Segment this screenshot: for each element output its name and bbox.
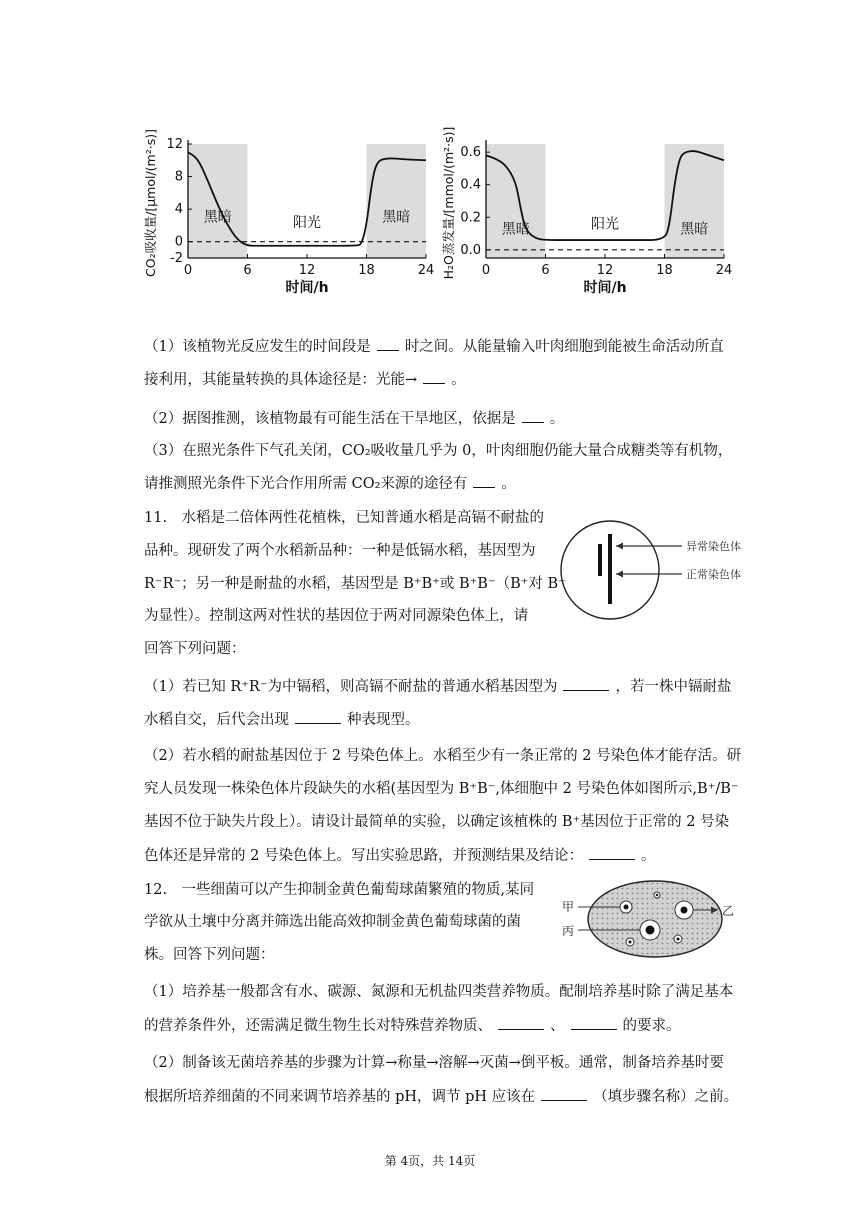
q11-part2-line2: 究人员发现一株染色体片段缺失的水稻(基因型为 B⁺B⁻,体细胞中 2 号染色体如图所示,B⁺/B⁻ [144, 781, 739, 797]
region-annotation: 黑暗 [203, 209, 232, 226]
q10-part2: （2）据图推测，该植物最有可能生活在干旱地区，依据是 。 [144, 408, 764, 429]
label-bing: 丙 [562, 924, 575, 938]
region-annotation: 黑暗 [680, 221, 709, 238]
y-tick-label: 4 [174, 202, 183, 218]
x-axis-label: 时间/h [285, 280, 329, 296]
y-axis-label: CO₂吸收量/[μmol/(m²·s)] [143, 129, 158, 277]
label-jia: 甲 [562, 900, 575, 914]
q11-line3: R⁻R⁻；另一种是耐盐的水稻，基因型是 B⁺B⁺或 B⁺B⁻（B⁺对 B⁻ [144, 576, 566, 592]
label-yi: 乙 [722, 904, 735, 918]
petri-dish-figure [560, 876, 760, 966]
normal-chromosome [608, 534, 612, 604]
answer-blank[interactable] [589, 845, 635, 860]
h2o-chart [438, 112, 738, 317]
q11-line1: 11. 水稻是二倍体两性花植株，已知普通水稻是高镉不耐盐的 [144, 510, 545, 526]
abnormal-chromosome [598, 544, 602, 576]
region-annotation: 黑暗 [501, 221, 530, 238]
shaded-dark-region [486, 144, 546, 258]
shaded-dark-region [367, 144, 427, 258]
q12-line2: 学欲从土壤中分离并筛选出能高效抑制金黄色葡萄球菌的菌 [144, 914, 521, 930]
q12-line3: 株。回答下列问题： [144, 947, 275, 963]
label-abnormal: 异常染色体 [686, 540, 741, 553]
q11-line5: 回答下列问题： [144, 641, 246, 657]
y-tick-label: 0.0 [460, 242, 481, 258]
q12-part1-line2: 的营养条件外，还需满足微生物生长对特殊营养物质、 、 的要求。 [144, 1015, 764, 1036]
region-annotation: 阳光 [591, 216, 619, 233]
x-tick-label: 12 [298, 263, 316, 278]
q12-line1: 12. 一些细菌可以产生抑制金黄色葡萄球菌繁殖的物质,某同 [144, 882, 535, 898]
q12-part2-line2: 根据所培养细菌的不同来调节培养基的 pH，调节 pH 应该在 （填步骤名称）之前。 [144, 1086, 764, 1107]
q10-part3-line2: 请推测照光条件下光合作用所需 CO₂来源的途径有 。 [144, 473, 764, 494]
q11-part2-line1: （2）若水稻的耐盐基因位于 2 号染色体上。水稻至少有一条正常的 2 号染色体才能存活。研 [144, 748, 742, 764]
x-tick-label: 18 [358, 263, 375, 278]
y-tick-label: 0.2 [460, 210, 481, 226]
q11-part2-line3: 基因不位于缺失片段上）。请设计最简单的实验，以确定该植株的 B⁺基因位于正常的 2 号染 [144, 814, 730, 830]
x-tick-label: 6 [243, 263, 252, 278]
x-tick-label: 24 [417, 263, 435, 278]
y-axis-label: H₂O蒸发量/[mmol/(m²·s)] [441, 126, 456, 280]
x-tick-label: 18 [656, 263, 673, 278]
region-annotation: 黑暗 [382, 209, 411, 226]
y-tick-label: 8 [174, 169, 183, 185]
q12-part1-line1: （1）培养基一般都含有水、碳源、氮源和无机盐四类营养物质。配制培养基时除了满足基本 [144, 984, 734, 1000]
answer-blank[interactable] [541, 1086, 587, 1101]
answer-blank[interactable] [498, 1015, 544, 1030]
y-tick-label: 0.6 [460, 145, 481, 161]
q11-line4: 为显性）。控制这两对性状的基因位于两对同源染色体上，请 [144, 608, 529, 624]
x-axis-label: 时间/h [583, 280, 627, 296]
co2-chart [140, 112, 440, 317]
y-tick-label: -2 [170, 251, 183, 266]
region-annotation: 阳光 [293, 215, 321, 232]
q10-part1-line1: （1）该植物光反应发生的时间段是 时之间。从能量输入叶肉细胞到能被生命活动所直 [144, 336, 764, 357]
answer-blank[interactable] [571, 1015, 617, 1030]
answer-blank[interactable] [563, 676, 609, 691]
y-tick-label: 0 [174, 234, 183, 250]
q10-part1-line2: 接利用，其能量转换的具体途径是：光能→ 。 [144, 369, 764, 390]
answer-blank[interactable] [295, 709, 341, 724]
answer-blank[interactable] [377, 336, 399, 351]
page-footer: 第 4页，共 14页 [384, 1154, 476, 1168]
q11-part1-line1: （1）若已知 R⁺R⁻为中镉稻，则高镉不耐盐的普通水稻基因型为 ，若一株中镉耐盐 [144, 676, 764, 697]
y-tick-label: 12 [166, 137, 183, 152]
shaded-dark-region [665, 144, 725, 258]
q12-part2-line1: （2）制备该无菌培养基的步骤为计算→称量→溶解→灭菌→倒平板。通常，制备培养基时要 [144, 1055, 724, 1071]
answer-blank[interactable] [522, 408, 544, 423]
x-tick-label: 0 [481, 263, 491, 278]
x-tick-label: 12 [596, 263, 614, 278]
chromosome-figure [560, 516, 760, 626]
q10-part3-line1: （3）在照光条件下气孔关闭，CO₂吸收量几乎为 0，叶肉细胞仍能大量合成糖类等有机物， [144, 443, 733, 459]
x-tick-label: 0 [183, 263, 193, 278]
label-normal: 正常染色体 [686, 568, 741, 581]
y-tick-label: 0.4 [460, 177, 481, 193]
answer-blank[interactable] [473, 473, 495, 488]
q11-line2: 品种。现研发了两个水稻新品种：一种是低镉水稻，基因型为 [144, 543, 536, 559]
q11-part1-line2: 水稻自交，后代会出现 种表现型。 [144, 709, 764, 730]
x-tick-label: 24 [715, 263, 733, 278]
q11-part2-line4: 色体还是异常的 2 号染色体上。写出实验思路，并预测结果及结论： 。 [144, 845, 764, 866]
answer-blank[interactable] [423, 369, 445, 384]
x-tick-label: 6 [541, 263, 550, 278]
